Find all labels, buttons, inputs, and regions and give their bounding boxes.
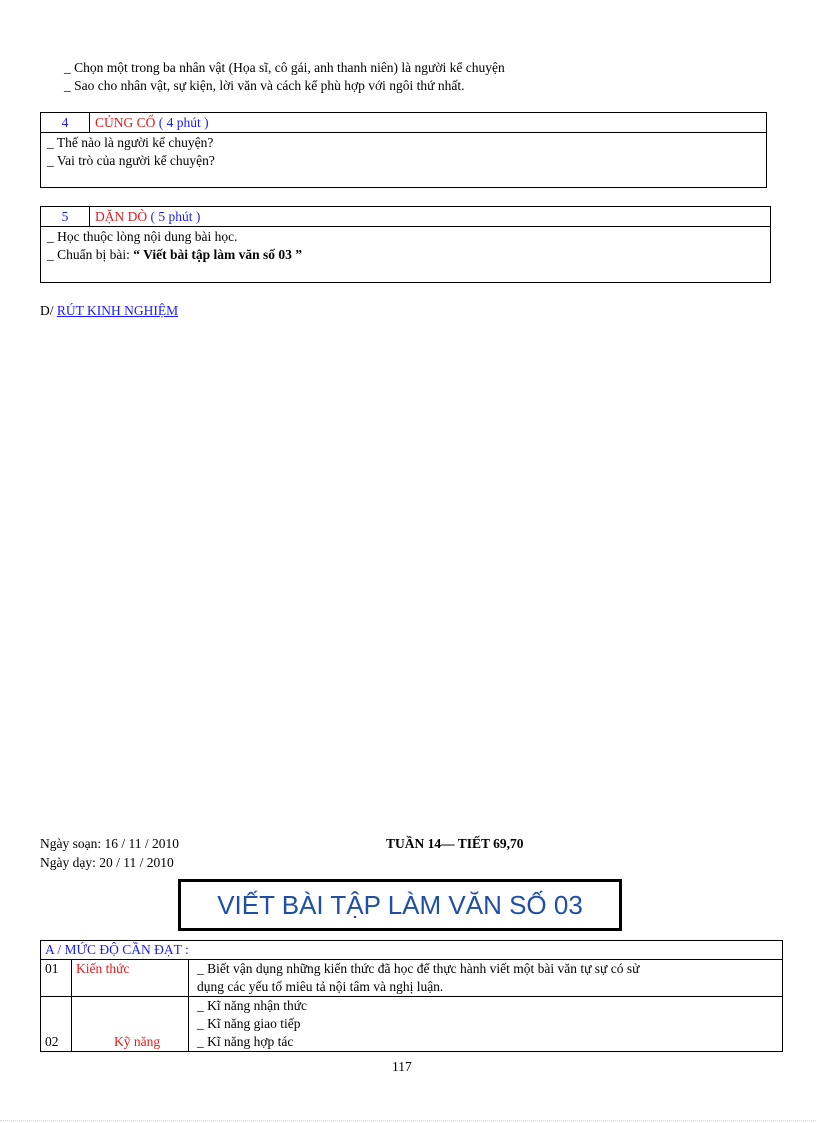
list-item-bold: “ Viết bài tập làm văn số 03 ” [133,247,303,262]
table-row [41,960,783,997]
row-content [189,997,783,1052]
list-item: _ Thế nào là người kể chuyện? [47,135,214,150]
tuan-tiet: TUẦN 14— TIẾT 69,70 [386,836,524,851]
table-row [41,997,783,1052]
row-text: _ Kĩ năng nhận thức [197,998,308,1013]
objectives-header: A / MỨC ĐỘ CẦN ĐẠT : [41,941,783,960]
section-title-text: CỦNG CỐ [95,115,156,130]
objectives-table [40,940,783,1052]
row-number: 02 [41,997,72,1052]
ngay-soan: Ngày soạn: 16 / 11 / 2010 [40,836,179,851]
section-header [41,113,766,133]
lesson-title: VIẾT BÀI TẬP LÀM VĂN SỐ 03 [217,890,583,920]
list-item [47,246,302,264]
row-content [189,960,783,997]
row-label: Kỹ năng [72,997,189,1052]
lesson-title-box [178,879,622,931]
intro-line-2: _ Sao cho nhân vật, sự kiện, lời văn và cách kể phù hợp với ngôi thứ nhất. [64,78,465,93]
row-text: dụng các yếu tố miêu tả nội tâm và nghị luận. [197,979,444,994]
page-number: 117 [392,1059,412,1074]
row-label: Kiến thức [72,960,189,997]
section-time: ( 4 phút ) [158,115,209,130]
row-text: _ Kĩ năng giao tiếp [197,1016,301,1031]
section-dan-do [40,206,771,283]
section-number: 4 [41,113,90,132]
section-number: 5 [41,207,90,226]
section-title [95,207,200,226]
section-title [95,113,209,132]
list-item-prefix: _ Chuẩn bị bài: [47,247,134,262]
row-number: 01 [41,960,72,997]
section-header [41,207,770,227]
list-item: _ Học thuộc lòng nội dung bài học. [47,229,238,244]
intro-line-1: _ Chọn một trong ba nhân vật (Họa sĩ, cô gái, anh thanh niên) là người kể chuyện [64,60,505,75]
list-item: _ Vai trò của người kể chuyện? [47,153,215,168]
rkn-link[interactable]: RÚT KINH NGHIỆM [56,303,179,318]
rut-kinh-nghiem [40,302,178,320]
section-title-text: DẶN DÒ [95,209,148,224]
section-time: ( 5 phút ) [150,209,201,224]
table-row [41,941,783,960]
page-divider [0,1120,816,1121]
row-text: _ Kĩ năng hợp tác [197,1034,294,1049]
section-cung-co [40,112,767,188]
row-text: _ Biết vận dụng những kiến thức đã học để thực hành viết một bài văn tự sự có sử [197,961,640,976]
rkn-prefix: D/ [40,303,57,318]
ngay-day: Ngày dạy: 20 / 11 / 2010 [40,855,174,870]
